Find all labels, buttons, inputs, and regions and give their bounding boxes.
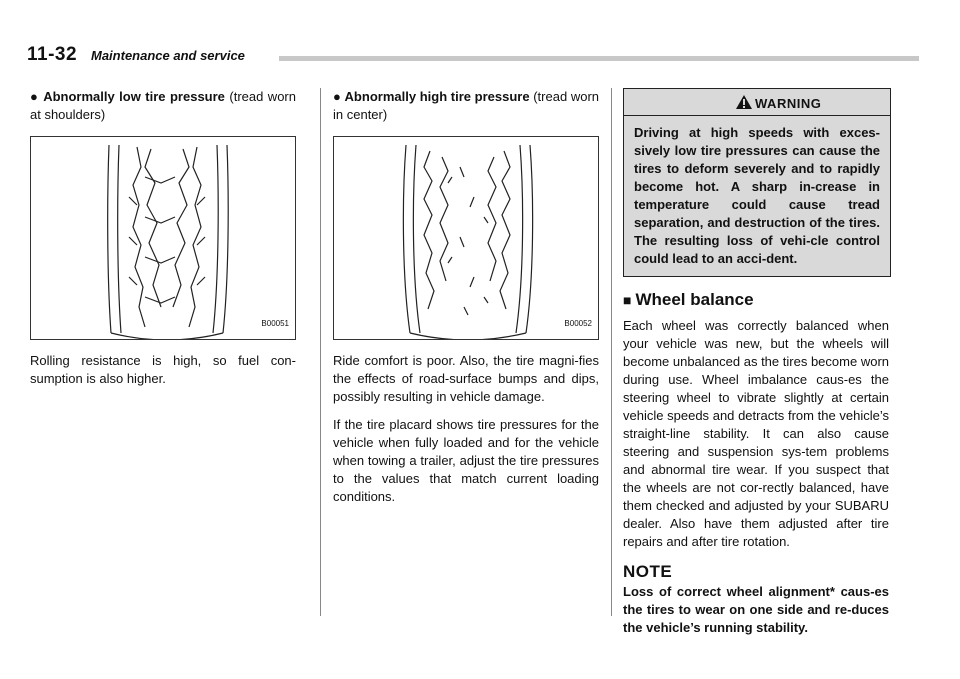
tire-tread-illustration: [334, 137, 598, 339]
figure-label: B00052: [564, 319, 592, 328]
low-pressure-body: Rolling resistance is high, so fuel con-sumption is also higher.: [30, 353, 296, 386]
wheel-balance-heading: [623, 291, 889, 309]
warning-header: [624, 89, 890, 116]
column-high-pressure: [333, 88, 599, 506]
high-pressure-para1: Ride comfort is poor. Also, the tire magni-fies the effects of road-surface bumps and dips, possibly resulting in vehicle damage.: [333, 353, 599, 404]
bullet: ●: [30, 89, 39, 104]
low-pressure-heading: [30, 88, 296, 124]
wheel-balance-body: Each wheel was correctly balanced when your vehicle was new, but the wheels will become unbalanced as the tires become worn during use. Wheel imbalance caus-es the steering wheel to vibrate slightly at certain vehicle speeds and detracts from the vehicle’s straight-line stability. It can also cause steering and suspension sys-tem problems and abnormal tire wear. If you suspect that the wheels are not cor-rectly balanced, have them checked and adjusted by your SUBARU dealer. Also have them adjusted after tire repairs and after tire rotation.: [623, 318, 889, 549]
tire-figure-high-pressure: [333, 136, 599, 340]
warning-triangle-icon: [735, 94, 753, 110]
wheel-balance-title: Wheel balance: [635, 290, 754, 309]
column-low-pressure: [30, 88, 296, 388]
figure-label: B00051: [261, 319, 289, 328]
page-number: 11-32: [27, 44, 78, 65]
header-rule: [279, 56, 919, 61]
column-divider: [320, 88, 321, 616]
high-pressure-heading: [333, 88, 599, 124]
column-warning: [623, 88, 889, 637]
note-body: Loss of correct wheel alignment* caus-es the tires to wear on one side and re-duces the vehicle’s running stability.: [623, 584, 889, 635]
bullet: ●: [333, 89, 341, 104]
note-heading: NOTE: [623, 562, 673, 581]
heading-suffix: (tread worn at shoulders): [30, 89, 296, 122]
high-pressure-para2: If the tire placard shows tire pressures for the vehicle when fully loaded and for the vehicle when towing a trailer, adjust the tire pressures to the values that match current loading conditions.: [333, 417, 599, 504]
section-marker-icon: ■: [623, 292, 632, 308]
heading-bold: Abnormally low tire pressure: [43, 89, 225, 104]
warning-box: [623, 88, 891, 277]
tire-figure-low-pressure: [30, 136, 296, 340]
warning-label: WARNING: [755, 96, 822, 111]
section-title: Maintenance and service: [91, 48, 245, 63]
heading-suffix: (tread worn in center): [333, 89, 599, 122]
warning-text: Driving at high speeds with exces-sively low tire pressures can cause the tires to deform severely and to rapidly become hot. A sharp in-crease in temperature could cause tread separation, and destruction of the tires. The resulting loss of vehi-cle control could lead to an acci-dent.: [634, 125, 880, 266]
page-header: [27, 44, 933, 68]
heading-bold: Abnormally high tire pressure: [344, 89, 530, 104]
column-divider: [611, 88, 612, 616]
tire-tread-illustration: [31, 137, 295, 339]
